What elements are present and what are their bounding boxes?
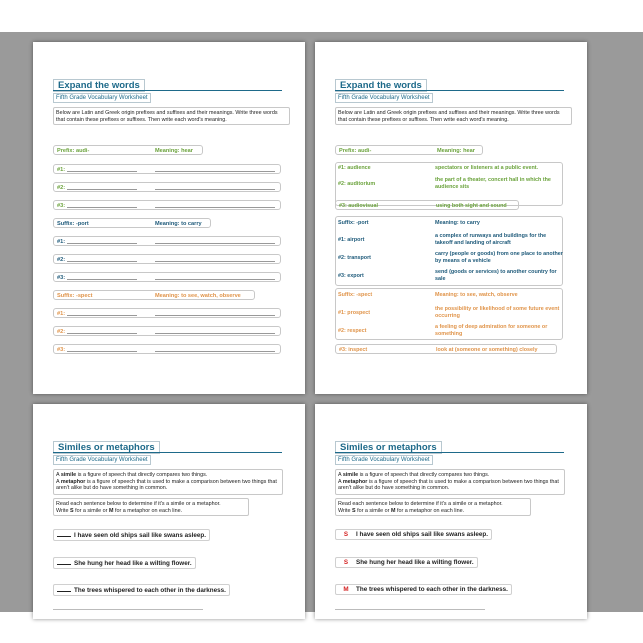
word-blank [67,333,137,334]
prefix-meaning: Meaning: hear [155,147,193,154]
instructions-line: Read each sentence below to determine if it's a simile or a metaphor. [338,501,503,507]
instructions-text: Below are Latin and Greek origin prefixes and suffixes and their meanings. Write three words that contain these prefixes or suffixes. Then write each word's meaning. [338,110,560,123]
word-text: audience [347,165,371,171]
prefix-label: Prefix: audi- [57,147,90,154]
answer-meaning: the possibility or likelihood of some future event occurring [435,306,560,319]
worksheet-subtitle: Fifth Grade Vocabulary Worksheet [53,455,151,465]
def-article: A [56,472,60,478]
worksheet-title: Similes or metaphors [53,441,160,454]
answer-row [53,344,281,354]
sentence-text: The trees whispered to each other in the darkness. [74,587,226,594]
suffix-port-header-row [53,218,211,228]
instr-key: S [69,507,74,514]
meaning-blank [155,243,275,244]
answer-word [338,273,364,279]
worksheet-title: Expand the words [53,79,145,92]
suffix-label: Suffix: -spect [57,292,93,299]
instructions-line [338,508,528,515]
def-article: A [338,478,342,485]
word-text: export [347,273,364,279]
worksheet-subtitle: Fifth Grade Vocabulary Worksheet [53,93,151,103]
instr-key: M [108,507,114,514]
word-text: inspect [348,346,368,353]
word-blank [67,243,137,244]
answer-meaning: send (goods or services) to another country for sale [435,269,557,282]
suffix-spect-header-row [335,290,563,300]
def-article: A [338,472,342,478]
answer-group-spect [335,288,563,340]
answer-row [335,176,563,193]
meaning-blank [155,189,275,190]
word-text: airport [347,237,365,243]
sentence-text: She hung her head like a wilting flower. [356,559,474,566]
answer-row [335,323,563,340]
title-rule [335,452,564,453]
answer-row [53,200,281,210]
word-blank [67,279,137,280]
instr-text: for a simile or [75,507,108,514]
word-text: transport [347,255,371,261]
instr-text: for a metaphor on each line. [114,507,183,514]
sentence-item [335,529,492,540]
instructions-box [53,107,290,125]
def-term: simile [60,472,77,478]
answer-group-port [335,216,563,286]
suffix-label: Suffix: -port [338,219,369,226]
answer-row [53,236,281,246]
word-blank [67,189,137,190]
title-rule [53,90,282,91]
meaning-blank [155,351,275,352]
def-text: is a figure of speech that directly compares two things. [359,472,490,478]
def-article: A [56,478,60,485]
top-margin [0,0,643,32]
instructions-box [335,498,531,516]
next-item-edge [335,609,485,610]
worksheet-page-answers-expand [315,42,587,394]
sentence-item [53,557,196,569]
word-blank [67,315,137,316]
instructions-box [53,498,249,516]
answer-row [335,305,563,322]
worksheet-subtitle: Fifth Grade Vocabulary Worksheet [335,455,433,465]
meaning-blank [155,333,275,334]
answer-row [53,254,281,264]
sentence-item [53,529,210,541]
instr-text: Write [338,507,351,514]
sentence-item [335,584,512,595]
answer-meaning: a feeling of deep admiration for someone or something [435,324,548,337]
sentence-text: I have seen old ships sail like swans asleep. [356,531,488,538]
answer-word [339,347,367,353]
answer-word [338,255,371,261]
suffix-meaning: Meaning: to see, watch, observe [435,291,518,298]
sentence-item [335,557,478,568]
worksheet-title: Similes or metaphors [335,441,442,454]
answer-row [53,182,281,192]
row-number: #3: [339,346,347,353]
instr-key: S [351,507,356,514]
instr-text: for a metaphor on each line. [396,507,465,514]
answer-blank[interactable] [57,586,71,592]
suffix-meaning: Meaning: to carry [155,220,202,227]
suffix-meaning: Meaning: to carry [435,219,480,226]
answer-row [53,164,281,174]
sentence-item [53,584,230,596]
word-text: audiovisual [348,202,378,209]
row-number: #2: [57,184,66,191]
meaning-blank [155,279,275,280]
simile-definition [56,472,280,479]
word-blank [67,261,137,262]
title-rule [335,90,564,91]
answer-row [335,232,563,249]
title-rule [53,452,282,453]
answer-blank[interactable] [57,531,71,537]
row-number: #2: [57,328,66,335]
instr-text: for a simile or [357,507,390,514]
word-blank [67,351,137,352]
definitions-box [335,469,565,495]
answer-row [53,308,281,318]
prefix-header-row [335,145,483,155]
answer-word [338,328,366,334]
row-number: #3: [57,274,66,281]
def-text: is a figure of speech that is used to make a comparison between two things that aren't alike but do have something in common. [338,478,559,492]
sentence-text: The trees whispered to each other in the darkness. [356,586,508,593]
metaphor-definition [338,479,562,492]
answer-meaning: carry (people or goods) from one place to another by means of a vehicle [435,251,563,264]
meaning-blank [155,261,275,262]
sentence-text: She hung her head like a wilting flower. [74,560,192,567]
sentence-text: I have seen old ships sail like swans asleep. [74,532,206,539]
word-text: prospect [347,310,371,316]
suffix-label: Suffix: -spect [338,291,373,298]
answer-row [53,326,281,336]
row-number: #1: [338,310,346,316]
word-text: auditorium [347,181,376,187]
meaning-blank [155,315,275,316]
answer-word [338,165,371,171]
word-text: respect [347,328,367,334]
answer-row [53,272,281,282]
def-text: is a figure of speech that is used to make a comparison between two things that aren't alike but do have something in common. [56,478,277,492]
answer-row [335,200,519,210]
row-number: #3: [339,202,347,209]
prefix-meaning: Meaning: hear [437,147,475,154]
instructions-line [56,508,246,515]
prefix-label: Prefix: audi- [339,147,372,154]
row-number: #1: [338,237,346,243]
row-number: #1: [338,165,346,171]
instructions-line: Read each sentence below to determine if it's a simile or a metaphor. [56,501,221,507]
def-term: metaphor [342,478,368,485]
worksheet-subtitle: Fifth Grade Vocabulary Worksheet [335,93,433,103]
row-number: #1: [57,310,66,317]
row-number: #3: [57,346,66,353]
answer-word [338,310,370,316]
answer-mark: S [343,559,349,566]
answer-word [338,237,364,243]
simile-definition [338,472,562,479]
answer-meaning: look at (someone or something) closely [436,346,538,353]
answer-row [335,162,563,175]
instr-key: M [390,507,396,514]
next-item-edge [53,609,203,610]
row-number: #1: [57,238,66,245]
answer-row [335,250,563,267]
answer-meaning: spectators or listeners at a public event. [435,165,539,171]
suffix-meaning: Meaning: to see, watch, observe [155,292,241,299]
instructions-box [335,107,572,125]
row-number: #2: [338,328,346,334]
def-text: is a figure of speech that directly compares two things. [77,472,208,478]
instructions-text: Below are Latin and Greek origin prefixes and suffixes and their meanings. Write three words that contain these prefixes or suffixes. Then write each word's meaning. [56,110,278,123]
instr-text: Write [56,507,69,514]
word-blank [67,171,137,172]
suffix-port-header-row [335,218,563,228]
row-number: #2: [57,256,66,263]
worksheet-page-blank-similes [33,404,305,619]
answer-word [338,181,375,187]
answer-word [339,203,378,209]
suffix-label: Suffix: -port [57,220,89,227]
answer-meaning: a complex of runways and buildings for the takeoff and landing of aircraft [435,233,547,246]
worksheet-page-blank-expand [33,42,305,394]
prefix-header-row [53,145,203,155]
worksheet-title: Expand the words [335,79,427,92]
row-number: #2: [338,255,346,261]
meaning-blank [155,207,275,208]
metaphor-definition [56,479,280,492]
row-number: #2: [338,181,346,187]
answer-meaning: the part of a theater, concert hall in which the audience sits [435,177,551,190]
word-blank [67,207,137,208]
def-term: simile [342,472,359,478]
def-term: metaphor [60,478,86,485]
answer-mark: M [343,586,349,593]
row-number: #3: [57,202,66,209]
answer-mark: S [343,531,349,538]
answer-row [335,268,563,285]
answer-meaning: using both sight and sound [436,202,507,209]
row-number: #3: [338,273,346,279]
worksheet-page-answers-similes [315,404,587,619]
row-number: #1: [57,166,66,173]
answer-row [335,344,557,354]
answer-blank[interactable] [57,559,71,565]
suffix-spect-header-row [53,290,255,300]
definitions-box [53,469,283,495]
meaning-blank [155,171,275,172]
